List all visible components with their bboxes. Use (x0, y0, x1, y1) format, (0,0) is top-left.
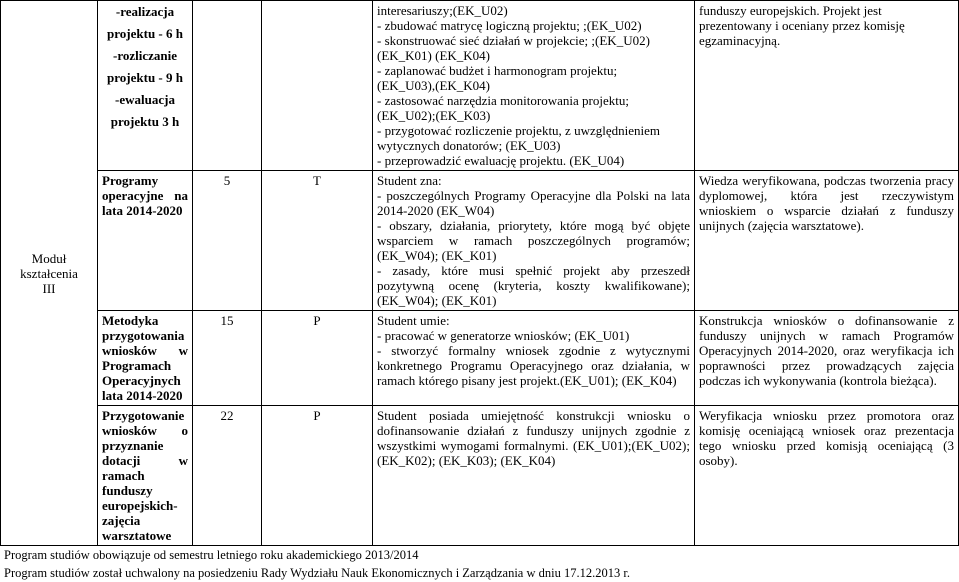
topic-line: projektu - 9 h (107, 70, 183, 85)
effect-line: - zasady, które musi spełnić projekt aby przeszedł pozytywną ocenę (kryteria, koszty kwalifikowane);(EK_W04); (EK_K01) (377, 263, 690, 308)
effect-line: - poszczególnych Programy Operacyjne dla Polski na lata 2014-2020 (EK_W04) (377, 188, 690, 218)
effect-line: - obszary, działania, priorytety, które mogą być objęte wsparciem w ramach poszczególnych programów; (EK_W04); (EK_K01) (377, 218, 690, 263)
description-cell: Weryfikacja wniosku przez promotora oraz komisję oceniającą wniosek oraz prezentacja tego wniosku przed komisją oceniającą (3 osoby). (695, 406, 959, 546)
description-cell: funduszy europejskich. Projekt jest prezentowany i oceniany przez komisję egzaminacyjną. (695, 1, 959, 171)
effect-line: (EK_U03),(EK_K04) (377, 78, 491, 93)
effect-line: - zbudować matrycę logiczną projektu; ;(EK_U02) (377, 18, 642, 33)
effect-line: interesariuszy;(EK_U02) (377, 3, 508, 18)
topic-name-cell: Programy operacyjne na lata 2014-2020 (98, 171, 193, 311)
topic-name-cell: Metodyka przygotowania wniosków w Programach Operacyjnych lata 2014-2020 (98, 311, 193, 406)
effect-line: (EK_U02);(EK_K03) (377, 108, 491, 123)
module-label: kształcenia (20, 265, 78, 281)
hours-cell (193, 1, 262, 171)
effects-cell (373, 1, 695, 171)
topic-name-cell (98, 1, 193, 171)
module-cell (1, 1, 98, 546)
effect-line: - przeprowadzić ewaluację projektu. (EK_U04) (377, 153, 625, 168)
table-row (1, 171, 959, 311)
description-cell: Wiedza weryfikowana, podczas tworzenia pracy dyplomowej, która jest rzeczywistym wnioskiem o wsparcie działań z funduszy unijnych (zajęcia warsztatowe). (695, 171, 959, 311)
table-row (1, 311, 959, 406)
topic-line: -rozliczanie (112, 48, 177, 63)
table-row (1, 406, 959, 546)
effects-cell (373, 406, 695, 546)
description-cell: Konstrukcja wniosków o dofinansowanie z funduszy unijnych w ramach Programów Operacyjnych 2014-2020, oraz weryfikacja ich poprawności przez prowadzących zajęcia podczas ich wykonywania (kontrola bieżąca). (695, 311, 959, 406)
effect-line: Student zna: (377, 173, 442, 188)
hours-cell: 15 (193, 311, 262, 406)
effect-line: Student posiada umiejętność konstrukcji wniosku o dofinansowanie działań z funduszy unijnych zgodnie z wszystkimi wymogami formalnymi. (EK_U01);(EK_U02); (EK_K02); (EK_K03); (EK_K04) (377, 408, 690, 468)
effect-line: - zaplanować budżet i harmonogram projektu; (377, 63, 618, 78)
table-row (1, 1, 959, 171)
effect-line: - stworzyć formalny wniosek zgodnie z wytycznymi konkretnego Programu Operacyjnego oraz działania, w ramach którego pisany jest projekt.(EK_U01); (EK_K04) (377, 343, 690, 388)
effect-line: (EK_K01) (EK_K04) (377, 48, 491, 63)
effect-line: - zastosować narzędzia monitorowania projektu; (377, 93, 629, 108)
topic-name-cell: Przygotowanie wniosków o przyznanie dotacji w ramach funduszy europejskich-zajęcia warsztatowe (98, 406, 193, 546)
type-cell (262, 1, 373, 171)
effects-cell (373, 171, 695, 311)
type-cell: T (262, 171, 373, 311)
module-label: III (42, 280, 56, 296)
topic-line: projektu - 6 h (107, 26, 183, 41)
footer-validity-note: Program studiów obowiązuje od semestru letniego roku akademickiego 2013/2014 (4, 548, 419, 562)
type-cell: P (262, 406, 373, 546)
hours-cell: 5 (193, 171, 262, 311)
topic-line: -ewaluacja (115, 92, 175, 107)
type-cell: P (262, 311, 373, 406)
effect-line: - skonstruować sieć działań w projekcie; ;(EK_U02) (377, 33, 650, 48)
hours-cell: 22 (193, 406, 262, 546)
effects-cell (373, 311, 695, 406)
effect-line: Student umie: (377, 313, 450, 328)
effect-line: - pracować w generatorze wniosków; (EK_U01) (377, 328, 630, 343)
effect-line: - przygotować rozliczenie projektu, z uwzględnieniem (377, 123, 660, 138)
topic-line: projektu 3 h (110, 114, 180, 129)
module-label: Moduł (31, 250, 67, 266)
topic-line: -realizacja (115, 4, 175, 19)
footer-approval-note: Program studiów został uchwalony na posiedzeniu Rady Wydziału Nauk Ekonomicznych i Zarządzania w dniu 17.12.2013 r. (4, 566, 630, 580)
effect-line: wytycznych donatorów; (EK_U03) (377, 138, 561, 153)
